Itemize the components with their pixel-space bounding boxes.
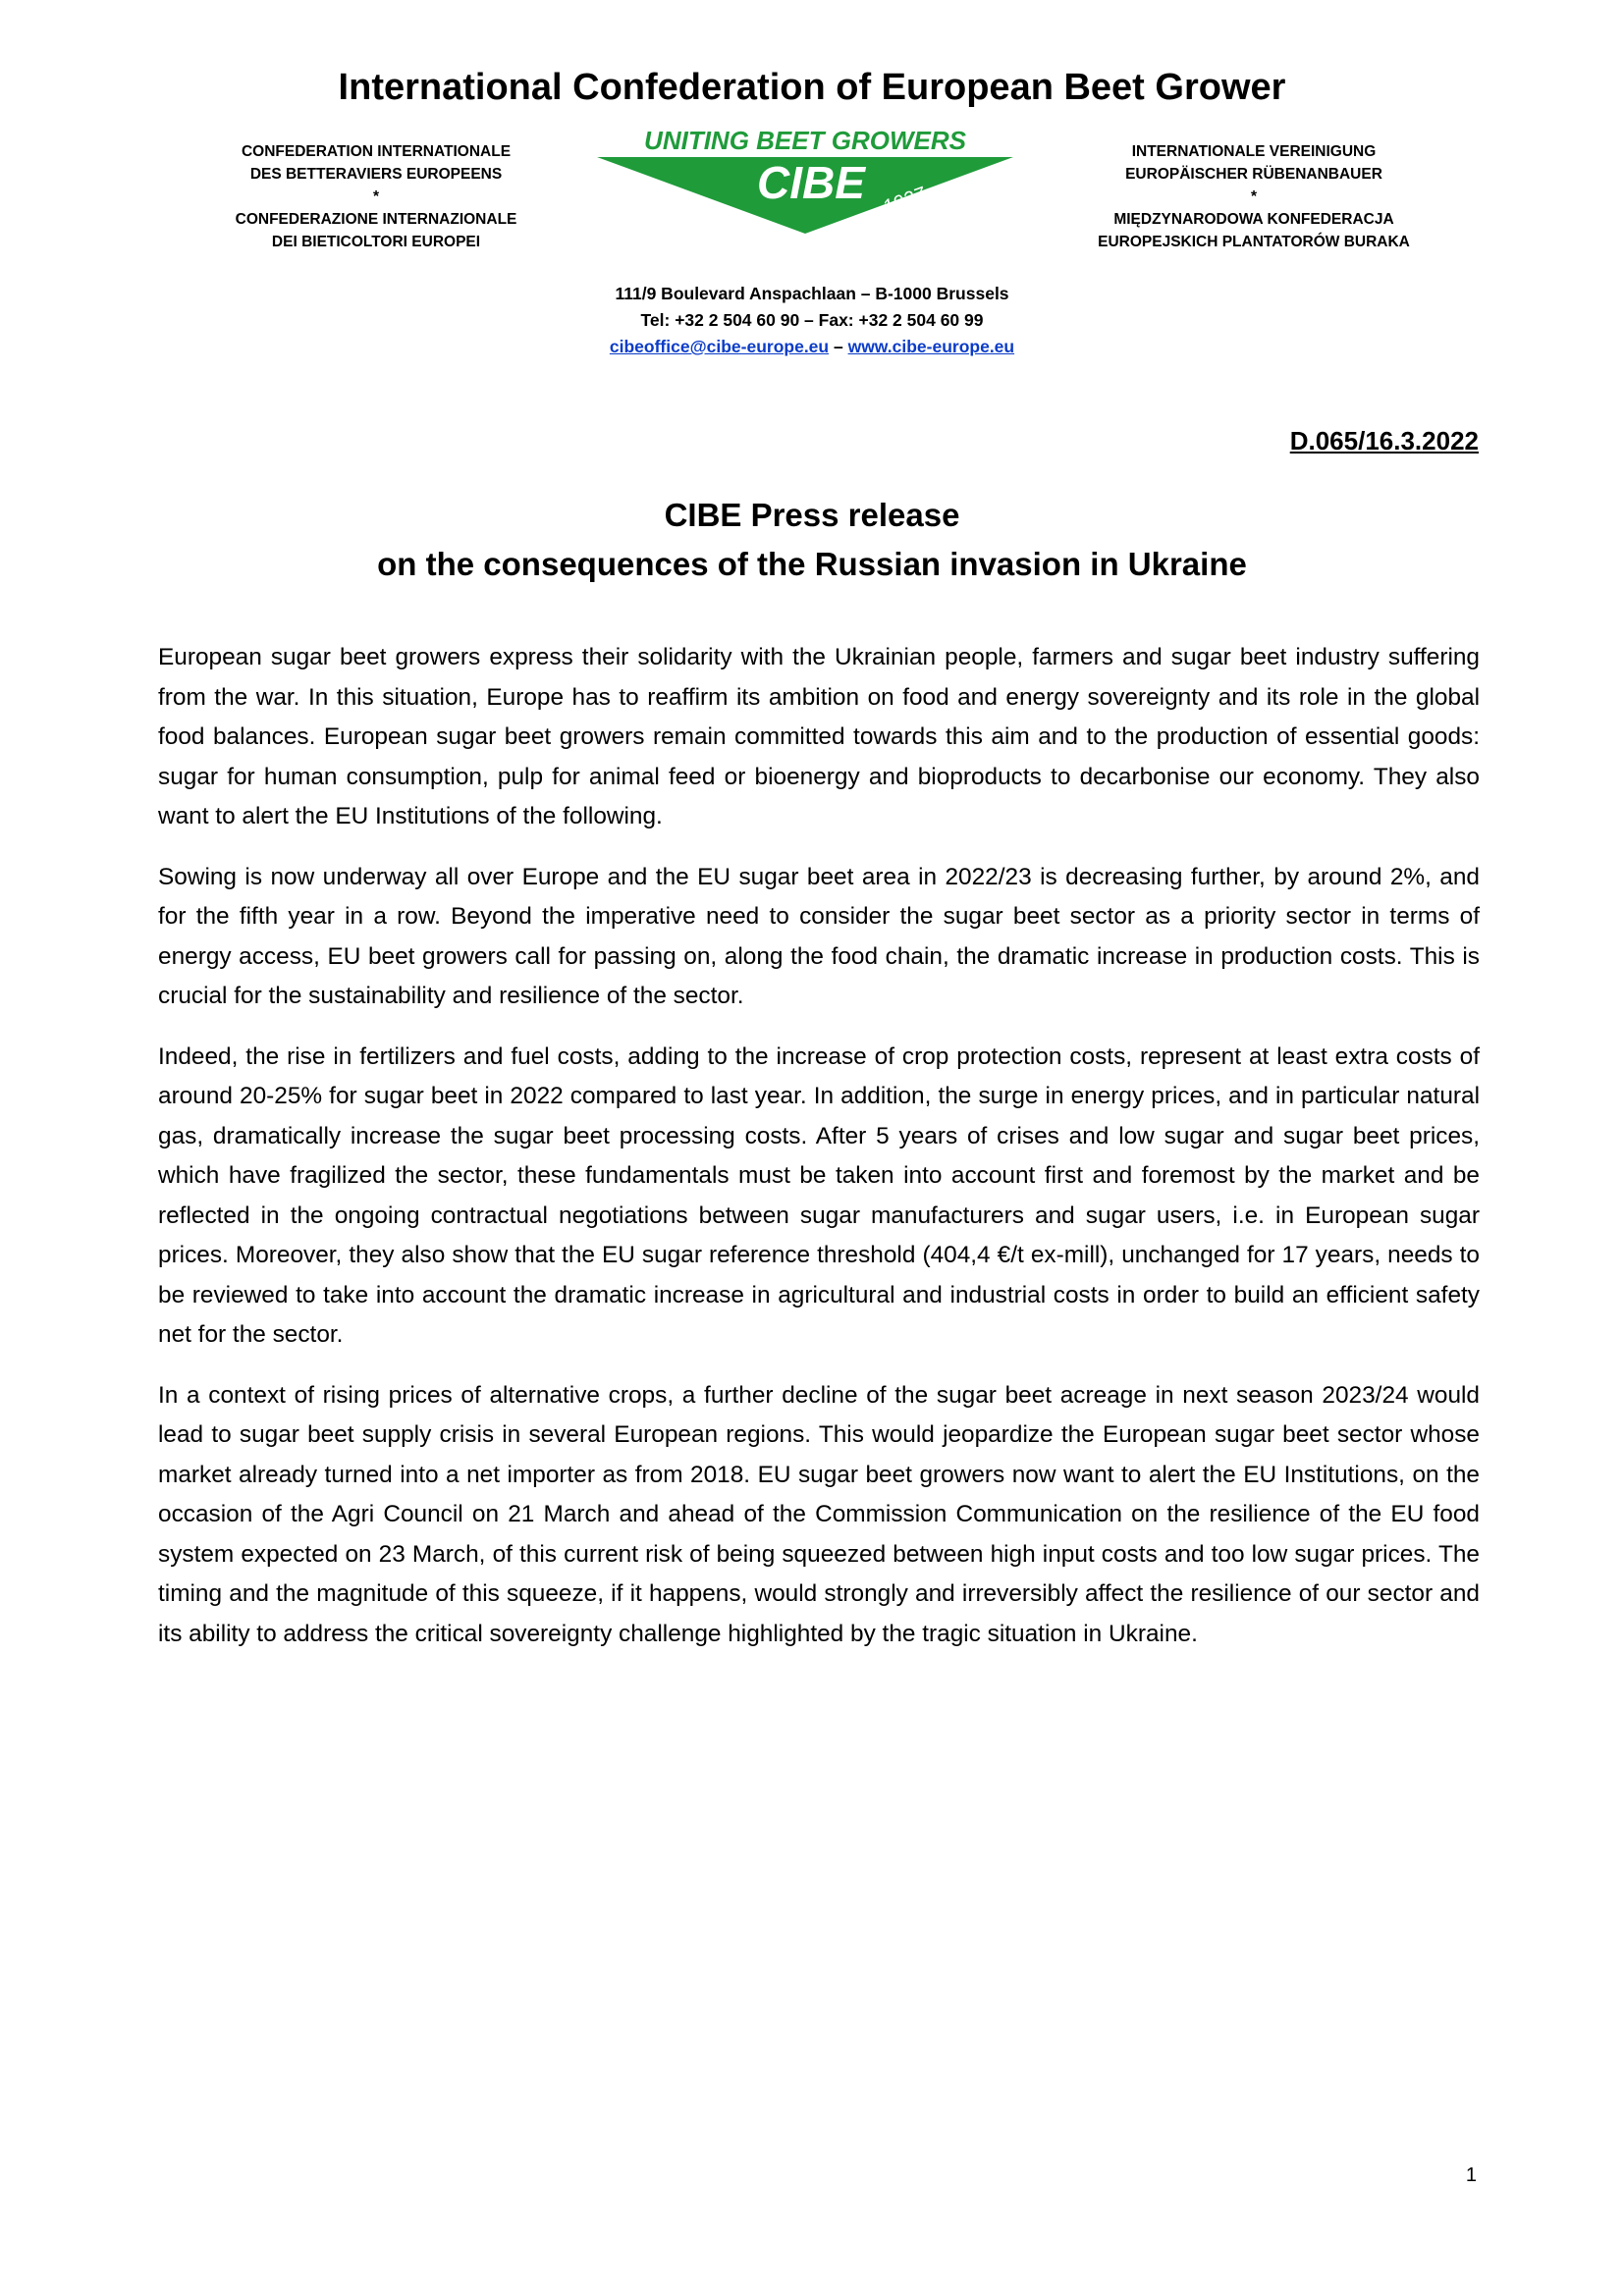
org-name-de-line2: EUROPÄISCHER RÜBENANBAUER	[1125, 166, 1382, 183]
page-number: 1	[1465, 2164, 1477, 2186]
address-line: 111/9 Boulevard Anspachlaan – B-1000 Brussels	[615, 284, 1009, 303]
phone-fax-line: Tel: +32 2 504 60 90 – Fax: +32 2 504 60 99	[640, 310, 984, 330]
press-release-headline	[0, 491, 1624, 589]
body-paragraph: Indeed, the rise in fertilizers and fuel costs, adding to the increase of crop protection costs, represent at least extra costs of around 20-25% for sugar beet in 2022 compared to last year. In addition, the surge in energy prices, and in particular natural gas, dramatically increase the sugar beet processing costs. After 5 years of crises and low sugar and sugar beet prices, which have fragilized the sector, these fundamentals must be taken into account first and foremost by the market and be reflected in the ongoing contractual negotiations between sugar manufacturers and sugar users, i.e. in European sugar prices. Moreover, they also show that the EU sugar reference threshold (404,4 €/t ex-mill), unchanged for 17 years, needs to be reviewed to take into account the dramatic increase in agricultural and industrial costs in order to build an efficient safety net for the sector.	[158, 1042, 1480, 1348]
org-names-left	[185, 140, 568, 253]
org-name-it-line1: CONFEDERAZIONE INTERNAZIONALE	[235, 211, 517, 228]
contact-links	[0, 334, 1624, 360]
document-reference: D.065/16.3.2022	[1289, 426, 1479, 455]
org-name-fr-line2: DES BETTERAVIERS EUROPEENS	[249, 166, 503, 183]
org-name-separator: *	[1250, 188, 1258, 205]
body-paragraph: European sugar beet growers express their solidarity with the Ukrainian people, farmers and sugar beet industry suffering from the war. In this situation, Europe has to reaffirm its ambition on food and energy sovereignty and its role in the global food balances. European sugar beet growers remain committed towards this aim and to the production of essential goods: sugar for human consumption, pulp for animal feed or bioenergy and bioproducts to decarbonise our economy. They also want to alert the EU Institutions of the following.	[158, 644, 1480, 829]
press-release-body	[158, 638, 1480, 1675]
body-paragraph: Sowing is now underway all over Europe and the EU sugar beet area in 2022/23 is decreasing further, by around 2%, and for the fifth year in a row. Beyond the imperative need to consider the sugar beet sector as a priority sector in terms of energy access, EU beet growers call for passing on, along the food chain, the dramatic increase in production costs. This is crucial for the sustainability and resilience of the sector.	[158, 863, 1480, 1009]
email-link[interactable]: cibeoffice@cibe-europe.eu	[609, 337, 830, 356]
headline-line2: on the consequences of the Russian invasion in Ukraine	[377, 546, 1247, 582]
org-name-de-line1: INTERNATIONALE VEREINIGUNG	[1131, 143, 1377, 160]
organization-title: International Confederation of European Beet Grower	[338, 67, 1286, 108]
org-name-it-line2: DEI BIETICOLTORI EUROPEI	[271, 234, 481, 250]
logo-year: 1927	[880, 183, 929, 219]
logo-mark: CIBE	[757, 157, 865, 208]
logo-since: since	[658, 187, 709, 223]
org-name-pl-line2: EUROPEJSKICH PLANTATORÓW BURAKA	[1098, 234, 1410, 250]
contact-separator: –	[829, 337, 848, 356]
org-name-fr-line1: CONFEDERATION INTERNATIONALE	[241, 143, 512, 160]
website-link[interactable]: www.cibe-europe.eu	[847, 337, 1015, 356]
logo-tagline: UNITING BEET GROWERS	[644, 126, 966, 155]
headline-line1: CIBE Press release	[664, 497, 960, 533]
org-names-right	[1062, 140, 1445, 253]
cibe-logo	[589, 124, 1021, 238]
body-paragraph: In a context of rising prices of alternative crops, a further decline of the sugar beet acreage in next season 2023/24 would lead to sugar beet supply crisis in several European regions. This would jeopardize the European sugar beet sector whose market already turned into a net importer as from 2018. EU sugar beet growers now want to alert the EU Institutions, on the occasion of the Agri Council on 21 March and ahead of the Commission Communication on the resilience of the EU food system expected on 23 March, of this current risk of being squeezed between high input costs and too low sugar prices. The timing and the magnitude of this squeeze, if it happens, would strongly and irreversibly affect the resilience of our sector and its ability to address the critical sovereignty challenge highlighted by the tragic situation in Ukraine.	[158, 1381, 1480, 1647]
org-name-pl-line1: MIĘDZYNARODOWA KONFEDERACJA	[1113, 211, 1394, 228]
address-block	[0, 281, 1624, 360]
org-name-separator: *	[372, 188, 380, 205]
